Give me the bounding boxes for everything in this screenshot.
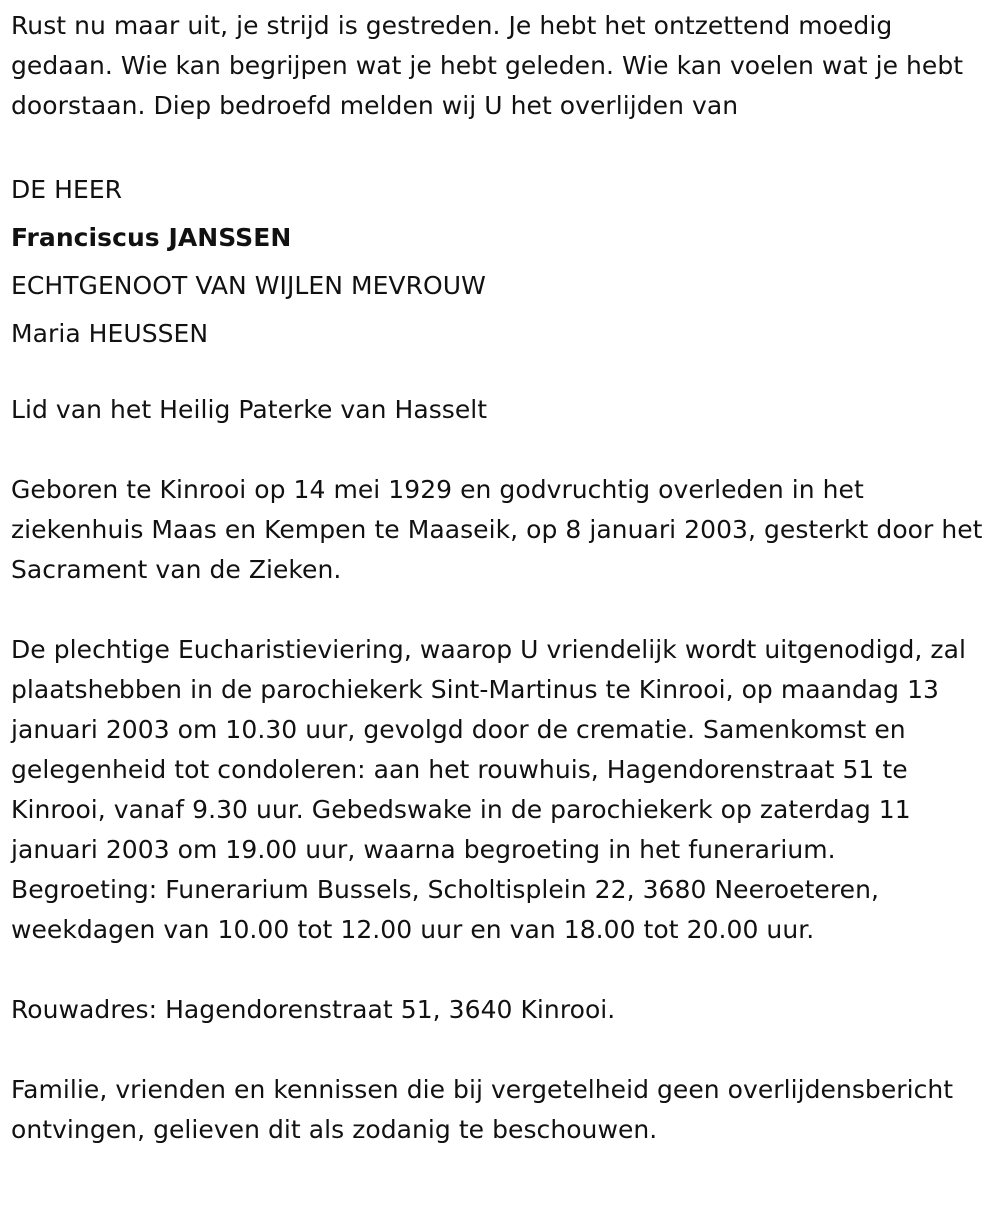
relation-line: ECHTGENOOT VAN WIJLEN MEVROUW: [11, 271, 486, 300]
deceased-name: Franciscus JANSSEN: [11, 223, 292, 252]
spacer: [11, 126, 986, 166]
spacer: [11, 590, 986, 630]
birth-death-paragraph: Geboren te Kinrooi op 14 mei 1929 en godvruchtig overleden in het ziekenhuis Maas en Kempen te Maaseik, op 8 januari 2003, gesterkt door het Sacrament van de Zieken.: [11, 475, 983, 584]
spacer: [11, 358, 986, 390]
spacer: [11, 430, 986, 470]
spacer: [11, 950, 986, 990]
title-line: DE HEER: [11, 175, 123, 204]
obituary-notice: [11, 0, 986, 1150]
membership-line: Lid van het Heilig Paterke van Hasselt: [11, 395, 488, 424]
spacer: [11, 1030, 986, 1070]
intro-paragraph: Rust nu maar uit, je strijd is gestreden. Je hebt het ontzettend moedig gedaan. Wie kan begrijpen wat je hebt geleden. Wie kan voelen wat je hebt doorstaan. Diep bedroefd melden wij U het overlijden van: [11, 11, 964, 120]
address-line: Rouwadres: Hagendorenstraat 51, 3640 Kinrooi.: [11, 995, 616, 1024]
closing-paragraph: Familie, vrienden en kennissen die bij vergetelheid geen overlijdensbericht ontvingen, gelieven dit als zodanig te beschouwen.: [11, 1075, 954, 1144]
ceremony-paragraph: De plechtige Eucharistieviering, waarop U vriendelijk wordt uitgenodigd, zal plaatshebben in de parochiekerk Sint-Martinus te Kinrooi, op maandag 13 januari 2003 om 10.30 uur, gevolgd door de crematie. Samenkomst en gelegenheid tot condoleren: aan het rouwhuis, Hagendorenstraat 51 te Kinrooi, vanaf 9.30 uur. Gebedswake in de parochiekerk op zaterdag 11 januari 2003 om 19.00 uur, waarna begroeting in het funerarium. Begroeting: Funerarium Bussels, Scholtisplein 22, 3680 Neeroeteren, weekdagen van 10.00 tot 12.00 uur en van 18.00 tot 20.00 uur.: [11, 635, 966, 944]
spouse-name: Maria HEUSSEN: [11, 319, 209, 348]
